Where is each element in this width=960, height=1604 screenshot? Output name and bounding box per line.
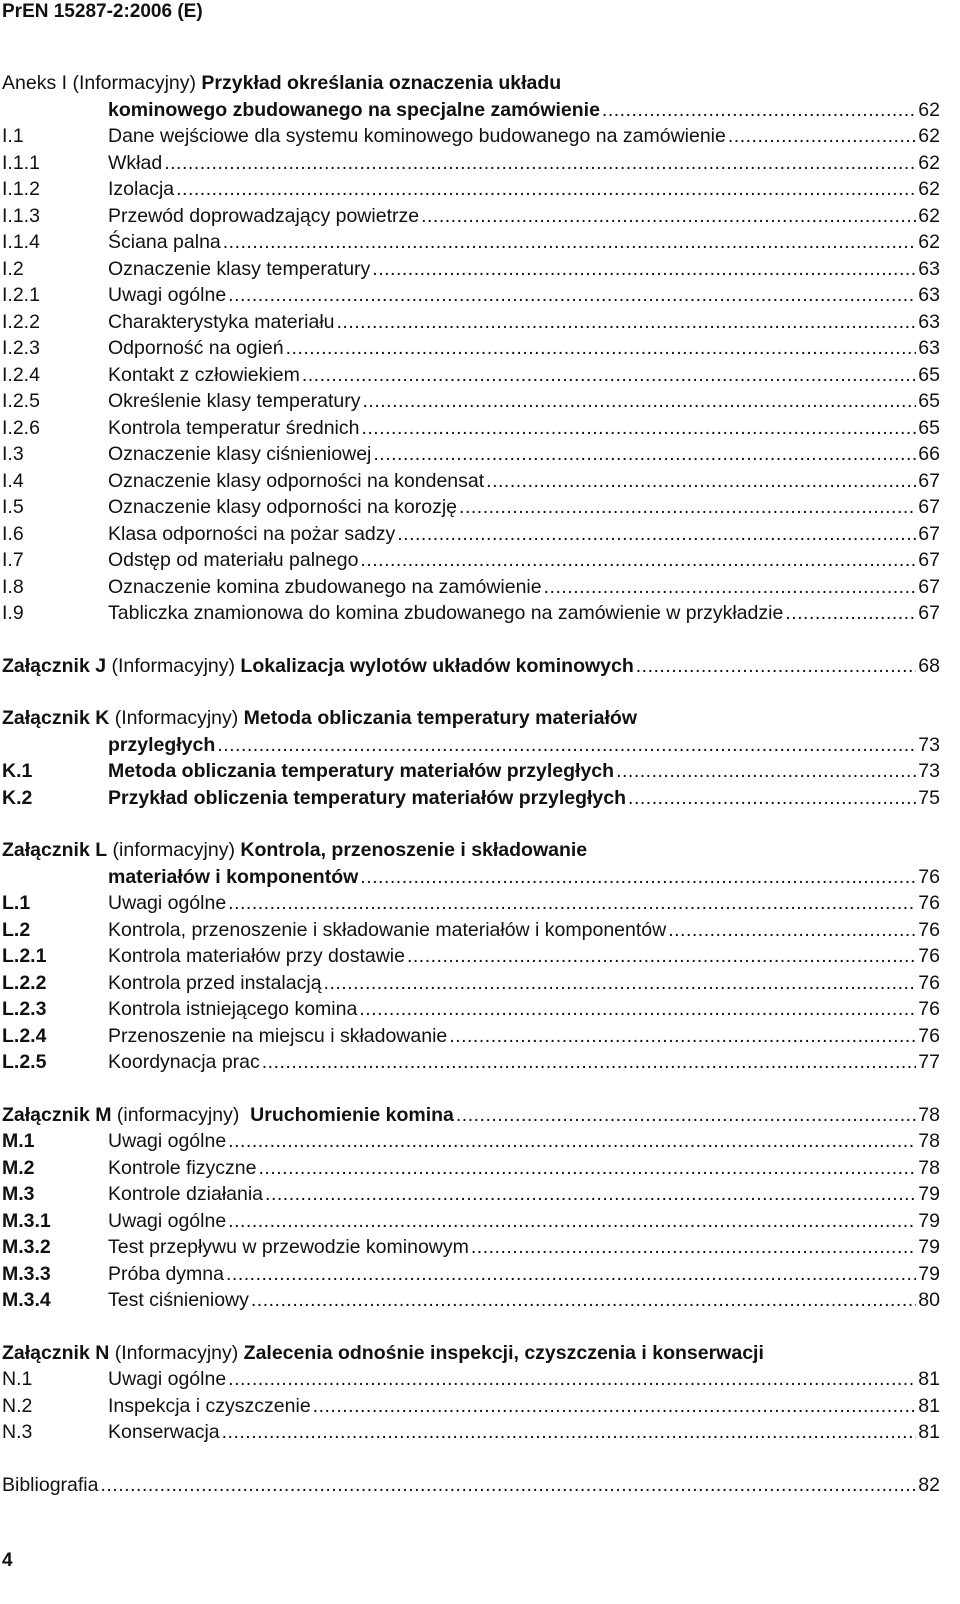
toc-entry-title: Ściana palna [108,231,221,253]
toc-entry-number: M.1 [2,1130,35,1152]
toc-page-number: 67 [918,469,940,492]
document-header: PrEN 15287-2:2006 (E) [2,1,203,22]
toc-entry[interactable] [0,785,940,812]
toc-entry-title: Określenie klasy temperatury [108,390,361,412]
toc-entry[interactable] [0,653,940,680]
toc-entry-title: Oznaczenie klasy odporności na korozję [108,496,458,518]
toc-entry-number: L.2 [2,918,31,941]
toc-entry-title: Kontrola przed instalacją [108,971,322,994]
leader-dots [228,1128,916,1155]
leader-dots [616,758,916,785]
toc-page-number: 79 [918,1262,940,1285]
table-of-contents [0,70,940,1498]
toc-page-number: 62 [918,231,940,253]
toc-entry[interactable] [0,705,940,732]
toc-entry[interactable] [0,203,940,230]
leader-dots [361,415,916,442]
toc-entry-title: Przenoszenie na miejscu i składowanie [108,1024,448,1047]
toc-page-number: 82 [918,1473,940,1496]
toc-entry[interactable] [0,521,940,548]
leader-dots [259,1155,917,1182]
toc-entry[interactable] [0,335,940,362]
toc-page-number: 79 [918,1183,940,1205]
toc-entry-number: K.2 [2,786,33,809]
leader-dots [372,256,916,283]
toc-entry-number: I.3 [2,443,24,465]
toc-entry-number: L.2.3 [2,998,47,1020]
toc-entry-number: I.1.1 [2,151,40,174]
leader-dots [544,574,917,601]
leader-dots [251,1287,916,1314]
toc-entry-number: M.3.4 [2,1289,51,1311]
toc-entry[interactable] [0,732,940,759]
toc-entry[interactable] [0,256,940,283]
toc-page-number: 66 [918,443,940,465]
toc-page-number: 81 [918,1394,940,1417]
leader-dots [217,732,916,759]
toc-entry-number: I.2.6 [2,416,40,439]
leader-dots [313,1393,917,1420]
toc-entry-title: Przewód doprowadzający powietrze [108,204,420,227]
toc-entry-title: Inspekcja i czyszczenie [108,1394,311,1417]
annex-title: Metoda obliczania temperatury materiałów [243,707,638,729]
annex-label: Załącznik K [2,707,110,729]
leader-dots [421,203,916,230]
leader-dots [456,1102,916,1129]
annex-title-continued: przyległych [108,733,216,756]
toc-entry-number: L.2.4 [2,1024,47,1047]
toc-entry[interactable] [0,943,940,970]
toc-entry[interactable] [0,229,940,256]
toc-entry[interactable] [0,547,940,574]
toc-entry-number: M.3.1 [2,1209,51,1232]
toc-page-number: 67 [918,496,940,518]
leader-dots [100,1472,916,1499]
toc-page-number: 78 [918,1103,940,1126]
toc-entry-number: M.2 [2,1156,35,1179]
toc-page-number: 79 [918,1236,940,1258]
leader-dots [471,1234,916,1261]
annex-type: (informacyjny) [107,839,241,861]
toc-entry-number: M.3.3 [2,1262,51,1285]
leader-dots [486,468,916,495]
toc-page-number: 76 [918,892,940,914]
leader-dots [228,890,916,917]
toc-entry-title: Kontrola, przenoszenie i składowanie materiałów i komponentów [108,918,667,941]
toc-entry-number: I.6 [2,522,24,545]
toc-entry[interactable] [0,282,940,309]
toc-entry-title: Koordynacja prac [108,1051,260,1073]
toc-page-number: 77 [918,1051,940,1073]
annex-title: Zalecenia odnośnie inspekcji, czyszczenia i konserwacji [243,1341,764,1364]
leader-dots [359,996,916,1023]
toc-entry-title: Wkład [108,151,163,174]
leader-dots [176,176,916,203]
toc-entry-title: Oznaczenie klasy ciśnieniowej [108,443,372,465]
toc-entry-number: I.5 [2,496,24,518]
annex-title: Uruchomienie komina [250,1103,454,1126]
toc-entry[interactable] [0,70,940,97]
leader-dots [228,1208,916,1235]
toc-entry-title: Oznaczenie klasy odporności na kondensat [108,469,485,492]
toc-entry-title: Bibliografia [2,1473,99,1496]
toc-page-number: 76 [918,865,940,888]
toc-entry[interactable] [0,1023,940,1050]
toc-entry-title: Klasa odporności na pożar sadzy [108,522,396,545]
toc-entry-number: I.2.4 [2,363,40,386]
toc-entry-number: L.2.1 [2,945,47,967]
leader-dots [728,123,916,150]
toc-entry-title: Test przepływu w przewodzie kominowym [108,1236,469,1258]
annex-label: Aneks I [2,72,68,94]
toc-page-number: 63 [918,284,940,306]
toc-entry[interactable] [0,494,940,521]
toc-entry-title: Odporność na ogień [108,337,284,359]
toc-entry-number: K.1 [2,760,33,782]
toc-entry[interactable] [0,574,940,601]
toc-entry[interactable] [0,150,940,177]
toc-entry[interactable] [0,1472,940,1499]
annex-label: Załącznik J [2,654,107,677]
annex-type: (Informacyjny) [106,654,241,677]
toc-entry[interactable] [0,415,940,442]
leader-dots [265,1181,916,1208]
annex-label: Załącznik L [2,839,108,861]
leader-dots [228,1366,916,1393]
toc-entry-title: Odstęp od materiału palnego [108,549,359,571]
toc-entry-title: Konserwacja [108,1421,220,1443]
toc-entry-number: I.8 [2,575,24,598]
leader-dots [324,970,917,997]
toc-entry[interactable] [0,309,940,336]
annex-type: (Informacyjny) [67,72,202,94]
toc-entry[interactable] [0,362,940,389]
toc-page-number: 81 [918,1421,940,1443]
toc-page-number: 81 [918,1368,940,1390]
toc-entry-number: I.2.1 [2,284,40,306]
toc-entry-number: N.2 [2,1394,33,1417]
leader-dots [636,653,917,680]
leader-dots [628,785,916,812]
toc-entry[interactable] [0,1128,940,1155]
toc-entry-number: I.4 [2,469,24,492]
toc-entry[interactable] [0,1208,940,1235]
toc-entry-title: Tabliczka znamionowa do komina zbudowanego na zamówienie w przykładzie [108,602,784,624]
toc-entry-number: N.1 [2,1368,33,1390]
toc-entry[interactable] [0,1393,940,1420]
annex-type: (Informacyjny) [109,1341,244,1364]
toc-entry[interactable] [0,388,940,415]
toc-entry-number: I.2.3 [2,337,40,359]
toc-entry[interactable] [0,1340,940,1367]
toc-entry-title: Test ciśnieniowy [108,1289,249,1311]
toc-page-number: 76 [918,918,940,941]
toc-entry[interactable] [0,1366,940,1393]
toc-page-number: 68 [918,654,940,677]
toc-entry-number: I.2.2 [2,310,40,333]
toc-page-number: 62 [918,204,940,227]
leader-dots [360,864,916,891]
toc-page-number: 65 [918,416,940,439]
toc-entry-number: I.1.2 [2,178,40,200]
leader-dots [363,388,917,415]
toc-entry[interactable] [0,917,940,944]
leader-dots [262,1049,917,1076]
toc-page-number: 75 [918,786,940,809]
toc-page-number: 73 [918,760,940,782]
toc-entry-title: Oznaczenie klasy temperatury [108,257,371,280]
toc-entry-number: L.2.2 [2,971,47,994]
toc-entry-title: Uwagi ogólne [108,1130,227,1152]
toc-entry[interactable] [0,176,940,203]
toc-entry[interactable] [0,890,940,917]
toc-entry[interactable] [0,468,940,495]
toc-entry[interactable] [0,996,940,1023]
toc-entry-number: L.1 [2,892,31,914]
leader-dots [360,547,916,574]
toc-entry-title: Kontakt z człowiekiem [108,363,300,386]
leader-dots [222,1419,917,1446]
toc-page-number: 78 [918,1130,940,1152]
toc-entry[interactable] [0,758,940,785]
toc-page-number: 73 [918,733,940,756]
toc-page-number: 76 [918,998,940,1020]
toc-entry-title: Próba dymna [108,1262,224,1285]
leader-dots [302,362,916,389]
leader-dots [785,600,916,627]
toc-entry-title: Dane wejściowe dla systemu kominowego budowanego na zamówienie [108,125,726,147]
toc-page-number: 76 [918,945,940,967]
toc-entry-title: Kontrola materiałów przy dostawie [108,945,405,967]
toc-entry-title: Kontrola istniejącego komina [108,998,358,1020]
leader-dots [449,1023,916,1050]
annex-title: Przykład określania oznaczenia układu [201,72,562,94]
toc-page-number: 63 [918,337,940,359]
toc-entry[interactable] [0,864,940,891]
toc-page-number: 80 [918,1289,940,1311]
leader-dots [668,917,916,944]
toc-entry-title: Kontrola temperatur średnich [108,416,360,439]
toc-entry-title: Metoda obliczania temperatury materiałów przyległych [108,760,615,782]
annex-title: Lokalizacja wylotów układów kominowych [240,654,634,677]
page-number: 4 [2,1550,13,1571]
toc-page-number: 62 [918,125,940,147]
toc-page-number: 67 [918,575,940,598]
toc-entry-number: I.2.5 [2,390,40,412]
annex-type: (Informacyjny) [109,707,244,729]
toc-entry[interactable] [0,1049,940,1076]
toc-page-number: 65 [918,363,940,386]
toc-entry-title: Oznaczenie komina zbudowanego na zamówienie [108,575,542,598]
leader-dots [226,1261,916,1288]
toc-entry-title: Przykład obliczenia temperatury materiałów przyległych [108,786,627,809]
toc-entry[interactable] [0,600,940,627]
toc-entry[interactable] [0,1234,940,1261]
toc-page-number: 63 [918,257,940,280]
toc-entry-title: Izolacja [108,178,175,200]
leader-dots [228,282,916,309]
toc-page-number: 67 [918,602,940,624]
toc-entry[interactable] [0,1287,940,1314]
toc-entry-number: I.2 [2,257,24,280]
toc-entry-title: Uwagi ogólne [108,1368,227,1390]
toc-page-number: 76 [918,971,940,994]
annex-title-continued: materiałów i komponentów [108,865,359,888]
toc-entry-number: M.3 [2,1183,35,1205]
toc-page-number: 79 [918,1209,940,1232]
toc-entry[interactable] [0,1419,940,1446]
leader-dots [373,441,916,468]
toc-entry[interactable] [0,1102,940,1129]
leader-dots [337,309,917,336]
toc-entry-number: I.7 [2,549,24,571]
leader-dots [223,229,917,256]
toc-entry-title: Kontrole działania [108,1183,264,1205]
leader-dots [407,943,916,970]
toc-entry-title: Charakterystyka materiału [108,310,335,333]
toc-page-number: 62 [918,151,940,174]
annex-title-continued: kominowego zbudowanego na specjalne zamówienie [108,98,600,121]
toc-entry[interactable] [0,441,940,468]
toc-entry-number: M.3.2 [2,1236,51,1258]
toc-page-number: 67 [918,549,940,571]
toc-entry-title: Uwagi ogólne [108,284,227,306]
annex-title: Kontrola, przenoszenie i składowanie [240,839,588,861]
toc-entry[interactable] [0,970,940,997]
toc-entry-number: N.3 [2,1421,33,1443]
toc-entry-number: I.1.4 [2,231,40,253]
toc-entry-number: L.2.5 [2,1051,47,1073]
toc-page-number: 63 [918,310,940,333]
toc-page-number: 67 [918,522,940,545]
toc-entry-title: Uwagi ogólne [108,1209,227,1232]
toc-entry[interactable] [0,97,940,124]
toc-entry-title: Uwagi ogólne [108,892,227,914]
toc-page-number: 62 [918,178,940,200]
toc-page-number: 78 [918,1156,940,1179]
toc-page-number: 76 [918,1024,940,1047]
toc-entry-number: I.9 [2,602,24,624]
toc-page-number: 65 [918,390,940,412]
toc-entry[interactable] [0,123,940,150]
toc-entry[interactable] [0,837,940,864]
toc-entry[interactable] [0,1181,940,1208]
annex-label: Załącznik M [2,1103,112,1126]
toc-entry[interactable] [0,1155,940,1182]
toc-entry[interactable] [0,1261,940,1288]
annex-label: Załącznik N [2,1341,110,1364]
toc-entry-title: Kontrole fizyczne [108,1156,257,1179]
leader-dots [459,494,916,521]
toc-entry-number: I.1.3 [2,204,40,227]
toc-entry-number: I.1 [2,125,24,147]
leader-dots [602,97,916,124]
annex-type: (informacyjny) [111,1103,251,1126]
leader-dots [397,521,916,548]
leader-dots [164,150,916,177]
leader-dots [286,335,917,362]
toc-page-number: 62 [918,98,940,121]
